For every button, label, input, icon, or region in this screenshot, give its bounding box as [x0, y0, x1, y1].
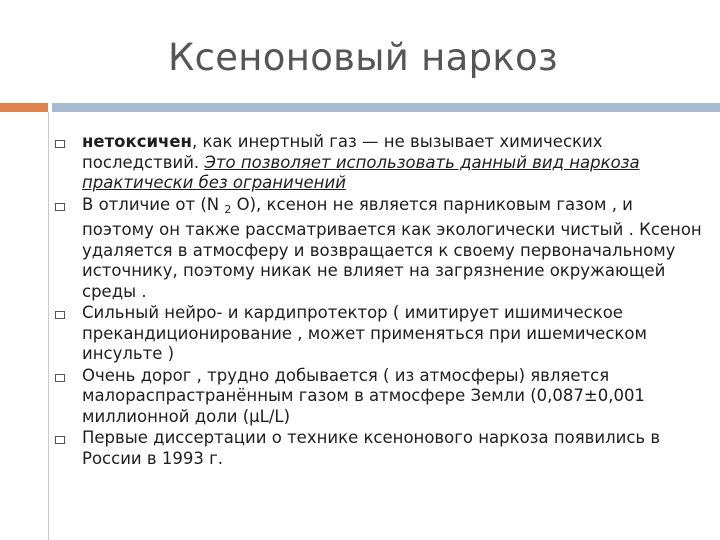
bullet-2-subscript: 2 — [224, 202, 232, 216]
bullet-1-bold: нетоксичен — [82, 132, 192, 151]
bullet-item-3 — [55, 303, 705, 365]
bullet-text-4: Очень дорог , трудно добывается ( из атмосферы) является малораспрастранённым газом в атмосфере Земли (0,087±0,001 миллионной доли (µL/L) — [82, 365, 645, 426]
bullet-2-text-b: O), ксенон не является парниковым газом , и поэтому он также рассматривается как экологически чистый . Ксенон удаляется в атмосферу и возвращается к своему первоначальному источнику, поэтому никак не влияет на загрязнение окружающей среды . — [82, 194, 702, 301]
left-vertical-rule — [48, 112, 49, 540]
square-bullet-icon — [55, 140, 65, 148]
bullet-item-1 — [55, 132, 705, 194]
bullet-2-text-a: В отличие от (N — [82, 194, 225, 214]
square-bullet-icon — [55, 436, 65, 444]
bullet-item-5 — [55, 428, 705, 469]
bullet-text-2 — [82, 195, 705, 303]
bullet-1-emphasis: Это позволяет использовать данный вид наркоза практически без ограничений — [82, 152, 640, 192]
bullet-1-text: , как инертный газ — не вызывает химических последствий. — [82, 132, 603, 172]
title-accent-bar — [0, 103, 48, 112]
bullet-text-1 — [82, 132, 705, 194]
title-divider-bar — [52, 103, 720, 112]
bullet-text-3: Сильный нейро- и кардипротектор ( имитирует ишимическое прекандиционирование , может применяться при ишемическом инсульте ) — [82, 303, 647, 363]
bullet-item-4 — [55, 366, 705, 428]
square-bullet-icon — [55, 374, 65, 382]
bullet-text-5: Первые диссертации о технике ксенонового наркоза появились в России в 1993 г. — [82, 428, 661, 468]
bullet-list — [55, 132, 705, 470]
bullet-item-2 — [55, 195, 705, 303]
square-bullet-icon — [55, 311, 65, 319]
slide-title: Ксеноновый наркоз — [168, 36, 558, 79]
square-bullet-icon — [55, 203, 65, 211]
